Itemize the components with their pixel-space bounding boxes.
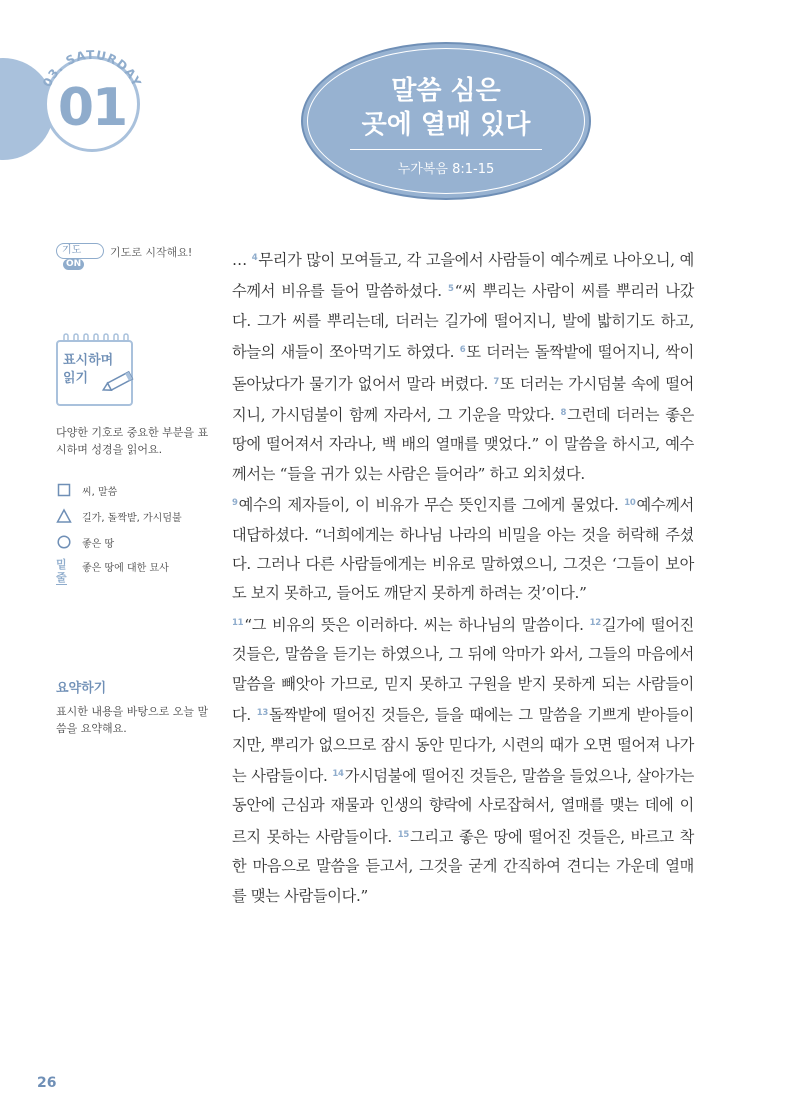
verse-text: 그리고 좋은 땅에 떨어진 것들은, 바르고 착한 마음으로 말씀을 듣고서, 그것을 굳게 간직하여 견디는 가운데 열매를 맺는 사람들이다.” [232, 827, 694, 905]
legend-label: 좋은 땅에 대한 묘사 [82, 563, 169, 574]
marking-title-line-2: 읽기 [63, 371, 89, 386]
marking-title-line-1: 표시하며 [63, 353, 114, 368]
verse-text: 무리가 많이 모여들고, 각 고을에서 사람들이 예수께로 나아오니, 예수께서 비유를 들어 말씀하셨다. [232, 251, 694, 301]
scripture-passage [232, 244, 694, 911]
prayer-badge-label: 기도 [62, 245, 82, 256]
verse-number: 4 [251, 253, 258, 263]
verse-number: 15 [397, 829, 410, 840]
prayer-on-badge [56, 243, 104, 269]
verse-text: “그 비유의 뜻은 이러하다. 씨는 하나님의 말씀이다. [244, 615, 590, 634]
verse-text: … [232, 251, 252, 269]
passage-paragraph [232, 489, 694, 609]
verse-number: 7 [493, 376, 500, 387]
triangle-icon [56, 508, 72, 524]
verse-text: 돌짝밭에 떨어진 것들은, 들을 때에는 그 말씀을 기쁘게 받아들이지만, 뿌리가 없으므로 잠시 동안 믿다가, 시련의 때가 오면 떨어져 나가는 사람들이다. [232, 706, 694, 785]
title-divider [350, 149, 542, 150]
verse-text: 그런데 더러는 좋은 땅에 떨어져서 자라나, 백 배의 열매를 맺었다.” 이 말씀을 하시고, 예수께서는 “들을 귀가 있는 사람은 들어라” 하고 외치셨다. [232, 406, 694, 483]
verse-number: 10 [624, 498, 636, 509]
legend-label: 씨, 말씀 [82, 487, 118, 498]
legend-label: 좋은 땅 [82, 539, 115, 550]
page-title [301, 74, 591, 142]
verse-text: 예수의 제자들이, 이 비유가 무슨 뜻인지를 그에게 물었다. [238, 496, 625, 515]
verse-number: 12 [589, 617, 601, 628]
passage-paragraph [232, 609, 694, 911]
summary-title: 요약하기 [56, 681, 107, 696]
day-label: 03. SATURDAY [39, 47, 145, 90]
summary-description: 표시한 내용을 바탕으로 오늘 말씀을 요약해요. [56, 705, 209, 735]
verse-number: 6 [459, 345, 466, 356]
verse-text: 또 더러는 가시덤불 속에 떨어지니, 가시덤불이 함께 자라서, 그 기운을 막았다. [232, 374, 694, 425]
verse-number: 11 [232, 617, 244, 628]
underline-symbol: 밑줄 [56, 558, 67, 584]
verse-number: 8 [560, 408, 567, 419]
verse-text: 또 더러는 돌짝밭에 떨어지니, 싹이 돋아났다가 물기가 없어서 말라 버렸다. [232, 343, 694, 393]
verse-text: 예수께서 대답하셨다. “너희에게는 하나님 나라의 비밀을 아는 것을 허락해 주셨다. 그러나 다른 사람들에게는 비유로 말하였으니, 그것은 ‘그들이 보아도 보지 못하고, 들어도 깨닫지 못하게 하려는 것’이다.” [232, 496, 694, 603]
legend-label: 길가, 돌짝밭, 가시덤불 [82, 513, 182, 524]
pencil-icon [100, 368, 140, 394]
verse-number: 9 [232, 498, 238, 509]
verse-number: 13 [256, 708, 268, 719]
title-line-1: 말씀 심은 [391, 76, 501, 106]
verse-text: “씨 뿌리는 사람이 씨를 뿌리러 나갔다. 그가 씨를 뿌리는데, 더러는 길가에 떨어지니, 발에 밟히기도 하고, 하늘의 새들이 쪼아먹기도 하였다. [232, 282, 694, 362]
verse-number: 14 [332, 768, 344, 779]
day-number: 01 [57, 78, 127, 138]
scripture-reference: 누가복음 8:1-15 [397, 162, 495, 177]
marking-description: 다양한 기호로 중요한 부분을 표시하며 성경을 읽어요. [56, 426, 209, 456]
passage-paragraph [232, 244, 694, 489]
verse-text: 길가에 떨어진 것들은, 말씀을 듣기는 하였으나, 그 뒤에 악마가 와서, 그들의 마음에서 말씀을 빼앗아 가므로, 믿지 못하고 구원을 받지 못하게 되는 사람들이다. [232, 615, 694, 725]
verse-text: 가시덤불에 떨어진 것들은, 말씀을 들었으나, 살아가는 동안에 근심과 재물과 인생의 향락에 사로잡혀서, 열매를 맺는 데에 이르지 못하는 사람들이다. [232, 766, 695, 846]
circle-icon [56, 534, 72, 550]
on-pill: ON [63, 259, 84, 270]
title-line-2: 곳에 열매 있다 [361, 110, 531, 140]
verse-number: 5 [447, 284, 454, 295]
square-icon [56, 482, 72, 498]
prayer-text: 기도로 시작해요! [110, 246, 193, 259]
page-number: 26 [37, 1075, 57, 1091]
